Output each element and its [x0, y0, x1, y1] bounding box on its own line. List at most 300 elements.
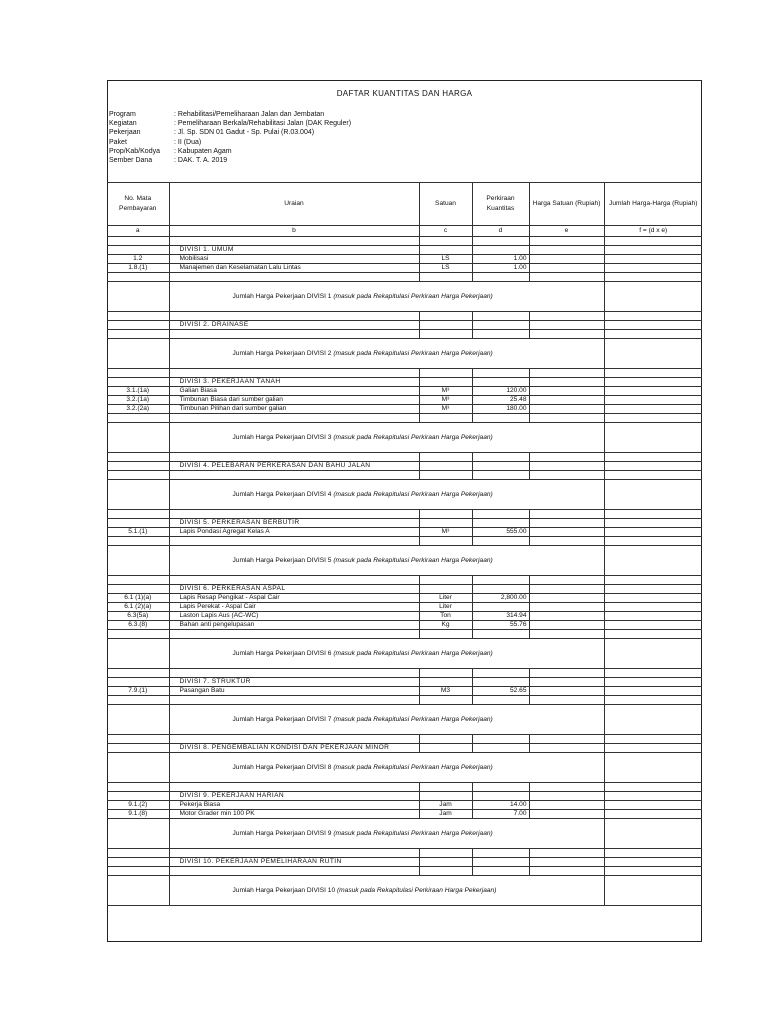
item-total — [604, 405, 702, 414]
item-quantity: 14.00 — [472, 801, 529, 810]
item-unit-price — [529, 801, 604, 810]
recap-note: (masuk pada Rekapitulasi Perkiraan Harga Pekerjaan) — [333, 349, 493, 357]
item-quantity: 2,800.00 — [472, 594, 529, 603]
item-total — [604, 273, 702, 282]
item-unit-price — [529, 678, 604, 687]
recap-note: (masuk pada Rekapitulasi Perkiraan Harga Pekerjaan) — [333, 490, 493, 498]
item-row — [107, 687, 702, 696]
item-total — [604, 462, 702, 471]
item-unit-price — [529, 273, 604, 282]
item-unit-price — [529, 321, 604, 330]
item-unit — [419, 246, 472, 255]
info-label: Program — [109, 111, 136, 118]
division-total-row — [107, 282, 702, 312]
info-row — [109, 110, 351, 119]
item-unit-price — [529, 576, 604, 585]
item-total — [604, 603, 702, 612]
item-no: 6.1 (1)(a) — [107, 594, 169, 603]
item-quantity — [472, 603, 529, 612]
item-unit-price — [529, 858, 604, 867]
item-row — [107, 405, 702, 414]
item-description: Mobilisasi — [169, 255, 419, 264]
item-description: Lapis Resap Pengikat - Aspal Cair — [169, 594, 419, 603]
item-total — [604, 783, 702, 792]
header-uraian: Uraian — [169, 183, 419, 226]
item-description — [169, 273, 419, 282]
division-total-text: Jumlah Harga Pekerjaan DIVISI 2 — [232, 349, 332, 357]
item-unit: Liter — [419, 594, 472, 603]
recap-note: (masuk pada Rekapitulasi Perkiraan Harga Pekerjaan) — [333, 763, 493, 771]
item-unit — [419, 849, 472, 858]
item-no — [107, 696, 169, 705]
info-row — [109, 156, 351, 165]
blank-row — [107, 471, 702, 480]
no-cell — [107, 876, 169, 906]
item-quantity — [472, 792, 529, 801]
item-description: Bahan anti pengelupasan — [169, 621, 419, 630]
item-unit: Jam — [419, 810, 472, 819]
recap-note: (masuk pada Rekapitulasi Perkiraan Harga Pekerjaan) — [333, 433, 493, 441]
division-total-row — [107, 339, 702, 369]
blank-row — [107, 735, 702, 744]
item-unit — [419, 858, 472, 867]
item-unit: Liter — [419, 603, 472, 612]
division-title: DIVISI 3. PEKERJAAN TANAH — [169, 378, 419, 387]
no-cell — [107, 753, 169, 783]
division-total-text: Jumlah Harga Pekerjaan DIVISI 1 — [232, 292, 332, 300]
item-row — [107, 594, 702, 603]
item-no — [107, 321, 169, 330]
item-no: 9.1.(8) — [107, 810, 169, 819]
item-quantity — [472, 744, 529, 753]
item-unit — [419, 414, 472, 423]
col-letter-f: f = (d x e) — [604, 226, 702, 237]
blank-row — [107, 669, 702, 678]
item-unit — [419, 696, 472, 705]
item-quantity — [472, 858, 529, 867]
item-quantity — [472, 414, 529, 423]
item-quantity — [472, 462, 529, 471]
blank-row — [107, 369, 702, 378]
division-total-text: Jumlah Harga Pekerjaan DIVISI 7 — [232, 715, 332, 723]
item-total — [604, 576, 702, 585]
blank-row — [107, 273, 702, 282]
division-total-label — [169, 876, 604, 906]
item-no — [107, 735, 169, 744]
item-total — [604, 744, 702, 753]
item-unit — [419, 537, 472, 546]
item-description — [169, 576, 419, 585]
item-no — [107, 792, 169, 801]
division-heading-row — [107, 792, 702, 801]
recap-note: (masuk pada Rekapitulasi Perkiraan Harga Pekerjaan) — [333, 715, 493, 723]
division-total-row — [107, 819, 702, 849]
item-unit — [419, 576, 472, 585]
division-total-amount — [604, 876, 702, 906]
item-description: Motor Grader min 100 PK — [169, 810, 419, 819]
division-total-label — [169, 282, 604, 312]
item-row — [107, 528, 702, 537]
blank-row — [107, 696, 702, 705]
item-unit — [419, 330, 472, 339]
item-total — [604, 510, 702, 519]
item-row — [107, 264, 702, 273]
item-quantity — [472, 678, 529, 687]
division-total-amount — [604, 423, 702, 453]
item-description: Manajemen dan Keselamatan Lalu Lintas — [169, 264, 419, 273]
item-quantity: 7.00 — [472, 810, 529, 819]
item-no: 6.3(5a) — [107, 612, 169, 621]
division-heading-row — [107, 321, 702, 330]
item-unit-price — [529, 237, 604, 246]
item-no — [107, 246, 169, 255]
no-cell — [107, 819, 169, 849]
item-total — [604, 621, 702, 630]
item-quantity — [472, 246, 529, 255]
info-label: Sember Dana — [109, 157, 153, 165]
col-letter-d: d — [472, 226, 529, 237]
division-heading-row — [107, 246, 702, 255]
item-no — [107, 414, 169, 423]
blank-row — [107, 510, 702, 519]
division-title: DIVISI 6. PERKERASAN ASPAL — [169, 585, 419, 594]
item-description — [169, 735, 419, 744]
division-heading-row — [107, 378, 702, 387]
division-total-amount — [604, 753, 702, 783]
item-unit — [419, 471, 472, 480]
division-total-amount — [604, 639, 702, 669]
division-total-text: Jumlah Harga Pekerjaan DIVISI 4 — [232, 490, 332, 498]
info-value: : Pemeliharaan Berkala/Rehabilitasi Jalan (DAK Reguler) — [174, 120, 352, 128]
item-unit — [419, 735, 472, 744]
item-total — [604, 237, 702, 246]
no-cell — [107, 480, 169, 510]
item-row — [107, 387, 702, 396]
item-unit — [419, 378, 472, 387]
item-total — [604, 378, 702, 387]
item-quantity — [472, 273, 529, 282]
item-quantity — [472, 369, 529, 378]
division-total-row — [107, 876, 702, 906]
item-quantity: 55.76 — [472, 621, 529, 630]
item-quantity — [472, 867, 529, 876]
item-description — [169, 453, 419, 462]
item-quantity — [472, 330, 529, 339]
division-total-amount — [604, 282, 702, 312]
item-unit: LS — [419, 255, 472, 264]
item-total — [604, 792, 702, 801]
item-unit-price — [529, 669, 604, 678]
item-description — [169, 630, 419, 639]
item-no — [107, 453, 169, 462]
item-total — [604, 453, 702, 462]
item-no — [107, 849, 169, 858]
division-total-text: Jumlah Harga Pekerjaan DIVISI 5 — [232, 556, 332, 564]
item-unit-price — [529, 849, 604, 858]
recap-note: (masuk pada Rekapitulasi Perkiraan Harga Pekerjaan) — [336, 886, 497, 894]
item-no — [107, 462, 169, 471]
division-total-amount — [604, 339, 702, 369]
item-total — [604, 630, 702, 639]
item-quantity — [472, 696, 529, 705]
item-no: 9.1.(2) — [107, 801, 169, 810]
item-unit: Kg — [419, 621, 472, 630]
item-unit: LS — [419, 264, 472, 273]
blank-row — [107, 783, 702, 792]
item-row — [107, 801, 702, 810]
document-title: DAFTAR KUANTITAS DAN HARGA — [336, 89, 473, 98]
division-total-label — [169, 339, 604, 369]
item-unit: M3 — [419, 687, 472, 696]
col-letter-b: b — [169, 226, 419, 237]
item-unit-price — [529, 255, 604, 264]
item-quantity — [472, 669, 529, 678]
item-description — [169, 849, 419, 858]
blank-row — [107, 414, 702, 423]
item-description: Laston Lapis Aus (AC-WC) — [169, 612, 419, 621]
info-label: Pekerjaan — [109, 129, 141, 137]
division-total-label — [169, 705, 604, 735]
item-no — [107, 630, 169, 639]
division-heading-row — [107, 858, 702, 867]
item-no — [107, 576, 169, 585]
item-unit — [419, 369, 472, 378]
item-no: 1.8.(1) — [107, 264, 169, 273]
item-unit-price — [529, 696, 604, 705]
item-total — [604, 858, 702, 867]
item-description — [169, 471, 419, 480]
item-unit — [419, 744, 472, 753]
item-description — [169, 510, 419, 519]
item-no — [107, 519, 169, 528]
item-description — [169, 330, 419, 339]
item-unit: M³ — [419, 396, 472, 405]
division-total-amount — [604, 546, 702, 576]
item-unit-price — [529, 783, 604, 792]
item-description — [169, 237, 419, 246]
item-unit-price — [529, 462, 604, 471]
division-total-label — [169, 753, 604, 783]
item-no: 5.1.(1) — [107, 528, 169, 537]
no-cell — [107, 339, 169, 369]
item-total — [604, 414, 702, 423]
info-label: Prop/Kab/Kodya — [109, 147, 160, 155]
item-quantity: 555.00 — [472, 528, 529, 537]
division-title: DIVISI 8. PENGEMBALIAN KONDISI DAN PEKERJAAN MINOR — [169, 744, 419, 753]
division-title: DIVISI 4. PELEBARAN PERKERASAN DAN BAHU JALAN — [169, 462, 419, 471]
division-total-amount — [604, 819, 702, 849]
division-heading-row — [107, 585, 702, 594]
no-cell — [107, 546, 169, 576]
item-no — [107, 273, 169, 282]
info-value: : Kabupaten Agam — [174, 147, 232, 155]
item-no: 6.1 (2)(a) — [107, 603, 169, 612]
division-total-label — [169, 480, 604, 510]
item-unit — [419, 669, 472, 678]
division-total-amount — [604, 480, 702, 510]
item-unit-price — [529, 396, 604, 405]
item-total — [604, 735, 702, 744]
item-unit — [419, 585, 472, 594]
division-heading-row — [107, 519, 702, 528]
column-letter-row — [107, 226, 702, 237]
item-quantity — [472, 537, 529, 546]
no-cell — [107, 282, 169, 312]
item-total — [604, 471, 702, 480]
no-cell — [107, 705, 169, 735]
division-total-text: Jumlah Harga Pekerjaan DIVISI 10 — [232, 886, 336, 894]
division-heading-row — [107, 678, 702, 687]
item-no — [107, 471, 169, 480]
boq-body — [107, 237, 702, 906]
item-unit-price — [529, 744, 604, 753]
item-unit-price — [529, 603, 604, 612]
item-quantity — [472, 585, 529, 594]
item-unit-price — [529, 453, 604, 462]
division-total-text: Jumlah Harga Pekerjaan DIVISI 9 — [232, 829, 332, 837]
item-total — [604, 264, 702, 273]
item-total — [604, 255, 702, 264]
item-description — [169, 312, 419, 321]
project-info — [109, 110, 351, 165]
item-description — [169, 414, 419, 423]
item-total — [604, 387, 702, 396]
item-description: Pasangan Batu — [169, 687, 419, 696]
item-row — [107, 612, 702, 621]
info-label: Kegiatan — [109, 120, 137, 128]
info-label: Paket — [109, 138, 127, 146]
item-row — [107, 603, 702, 612]
item-row — [107, 810, 702, 819]
header-satuan: Satuan — [419, 183, 472, 226]
item-unit-price — [529, 735, 604, 744]
item-no: 3.2.(1a) — [107, 396, 169, 405]
item-unit-price — [529, 594, 604, 603]
item-unit — [419, 321, 472, 330]
division-total-row — [107, 480, 702, 510]
item-quantity: 180.00 — [472, 405, 529, 414]
item-unit — [419, 510, 472, 519]
division-heading-row — [107, 462, 702, 471]
item-no: 3.2.(2a) — [107, 405, 169, 414]
item-no — [107, 237, 169, 246]
division-total-label — [169, 423, 604, 453]
item-quantity — [472, 630, 529, 639]
item-unit — [419, 237, 472, 246]
item-total — [604, 696, 702, 705]
recap-note: (masuk pada Rekapitulasi Perkiraan Harga Pekerjaan) — [333, 292, 493, 300]
division-total-row — [107, 423, 702, 453]
item-total — [604, 519, 702, 528]
item-unit: Ton — [419, 612, 472, 621]
division-total-row — [107, 705, 702, 735]
item-quantity — [472, 453, 529, 462]
item-description: Lapis Pondasi Agregat Kelas A — [169, 528, 419, 537]
recap-note: (masuk pada Rekapitulasi Perkiraan Harga Pekerjaan) — [333, 649, 493, 657]
item-quantity — [472, 735, 529, 744]
info-row — [109, 147, 351, 156]
item-unit — [419, 783, 472, 792]
item-quantity — [472, 576, 529, 585]
blank-row — [107, 453, 702, 462]
item-description: Pekerja Biasa — [169, 801, 419, 810]
item-description: Timbunan Pilihan dari sumber galian — [169, 405, 419, 414]
item-quantity: 52.65 — [472, 687, 529, 696]
item-no — [107, 537, 169, 546]
division-title: DIVISI 5. PERKERASAN BERBUTIR — [169, 519, 419, 528]
item-no — [107, 858, 169, 867]
division-total-label — [169, 639, 604, 669]
item-total — [604, 594, 702, 603]
info-row — [109, 128, 351, 137]
item-unit-price — [529, 369, 604, 378]
item-unit-price — [529, 867, 604, 876]
item-description — [169, 696, 419, 705]
item-unit-price — [529, 330, 604, 339]
info-value: : Jl. Sp. SDN 01 Gadut - Sp. Pulai (R.03.004) — [174, 129, 315, 137]
item-description: Galian Biasa — [169, 387, 419, 396]
item-no — [107, 369, 169, 378]
item-unit — [419, 462, 472, 471]
blank-row — [107, 576, 702, 585]
division-total-text: Jumlah Harga Pekerjaan DIVISI 3 — [232, 433, 332, 441]
item-unit-price — [529, 585, 604, 594]
item-quantity — [472, 471, 529, 480]
recap-note: (masuk pada Rekapitulasi Perkiraan Harga Pekerjaan) — [333, 556, 493, 564]
item-no: 6.3.(8) — [107, 621, 169, 630]
item-unit: Jam — [419, 801, 472, 810]
item-total — [604, 810, 702, 819]
item-no: 1.2 — [107, 255, 169, 264]
item-row — [107, 621, 702, 630]
division-title: DIVISI 9. PEKERJAAN HARIAN — [169, 792, 419, 801]
item-unit-price — [529, 312, 604, 321]
division-title: DIVISI 1. UMUM — [169, 246, 419, 255]
item-no — [107, 744, 169, 753]
item-total — [604, 801, 702, 810]
item-unit-price — [529, 687, 604, 696]
col-letter-a: a — [107, 226, 169, 237]
item-total — [604, 612, 702, 621]
item-row — [107, 396, 702, 405]
item-total — [604, 321, 702, 330]
item-no — [107, 312, 169, 321]
item-description — [169, 867, 419, 876]
boq-table — [107, 182, 702, 906]
item-quantity: 314.94 — [472, 612, 529, 621]
header-row — [107, 183, 702, 226]
col-letter-c: c — [419, 226, 472, 237]
info-value: : DAK. T. A. 2019 — [174, 157, 228, 165]
boq-sheet — [107, 80, 702, 942]
division-total-amount — [604, 705, 702, 735]
item-no — [107, 867, 169, 876]
blank-row — [107, 849, 702, 858]
item-unit — [419, 630, 472, 639]
item-total — [604, 528, 702, 537]
item-description: Lapis Perekat - Aspal Cair — [169, 603, 419, 612]
blank-row — [107, 537, 702, 546]
blank-row — [107, 312, 702, 321]
item-total — [604, 849, 702, 858]
division-total-label — [169, 546, 604, 576]
item-unit-price — [529, 621, 604, 630]
item-unit-price — [529, 537, 604, 546]
item-unit — [419, 453, 472, 462]
item-unit — [419, 792, 472, 801]
blank-row — [107, 630, 702, 639]
info-value: : II (Dua) — [174, 138, 202, 146]
